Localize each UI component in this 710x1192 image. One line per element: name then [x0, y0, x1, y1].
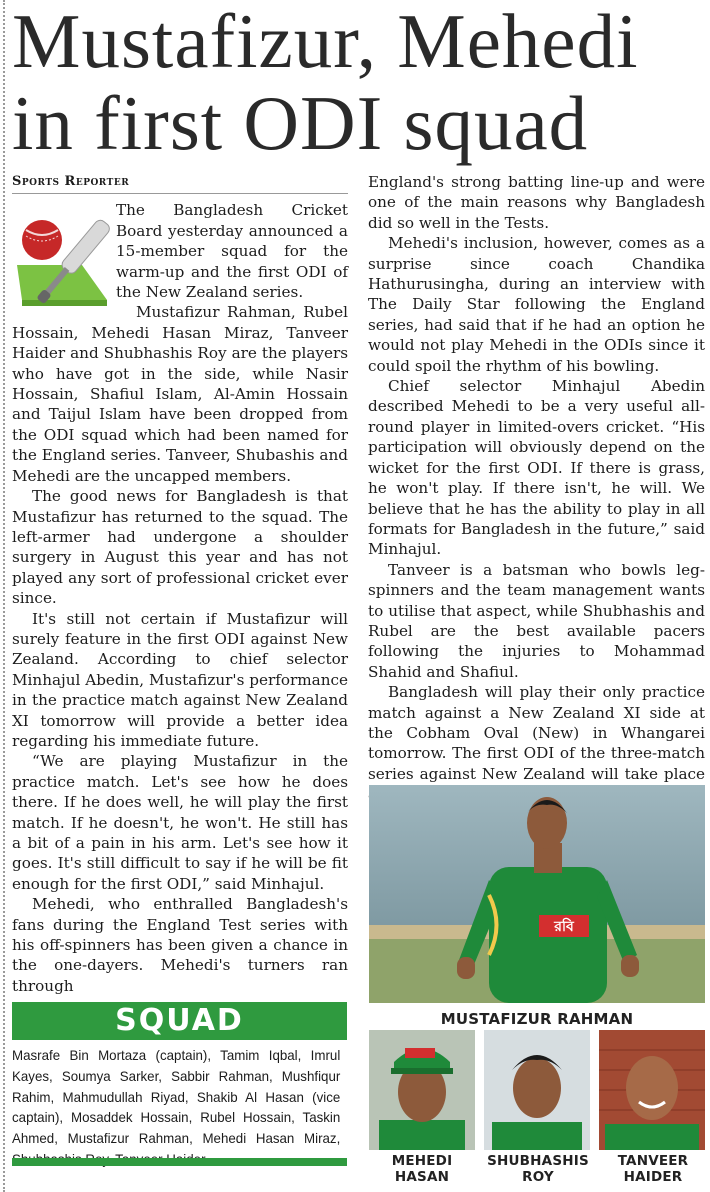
cricket-ball-bat-icon	[12, 200, 112, 320]
article-paragraph: Mehedi, who enthralled Bangladesh's fans during the England Test series with his off-spinners has been given a chance in the one-dayers. Mehedi's turners ran through	[12, 895, 348, 995]
article-paragraph: Tanveer is a batsman who bowls leg-spinners and the team management wants to utilise that aspect, while Shubhashis and Rubel are the best available pacers following the injuries to Mohammad Shahid and Shafiul.	[368, 560, 705, 681]
byline: Sports Reporter	[12, 172, 348, 194]
shubhashis-caption: SHUBHASHIS ROY	[487, 1153, 589, 1185]
left-column	[12, 172, 348, 996]
mehedi-photo	[369, 1030, 475, 1150]
squad-list: Masrafe Bin Mortaza (captain), Tamim Iqbal, Imrul Kayes, Soumya Sarker, Sabbir Rahman, Mushfiqur Rahim, Mahmudullah Riyad, Shakib Al Hasan (vice captain), Mosaddek Hossain, Rubel Hossain, Taskin Ahmed, Mustafizur Rahman, Mehedi Hasan Miraz,	[12, 1048, 341, 1147]
dotted-border	[3, 0, 5, 1192]
squad-heading: SQUAD	[12, 1002, 347, 1040]
article-paragraph: Mehedi's inclusion, however, comes as a surprise since coach Chandika Hathurusingha, during an interview with The Daily Star following the England series, had said that if he had an option he would not play Mehedi in the ODIs since it could spoil the rhythm of his bowling.	[368, 234, 705, 375]
article-paragraph: It's still not certain if Mustafizur will surely feature in the first ODI against New Zealand. According to chief selector Minhajul Abedin, Mustafizur's performance in the practice match against New Zealand XI tomorrow will provide a better idea regarding his immediate future.	[12, 609, 348, 750]
article-paragraph: Mustafizur Rahman, Rubel Hossain, Mehedi Hasan Miraz, Tanveer Haider and Shubhashis Roy are the players who have got in the side, while Nasir Hossain, Shafiul Islam, Al-Amin Hossain and Taijul Islam have been dropped from the ODI squad which had been named for the England series. Tanveer, Shubashis and Mehedi are the uncapped members.	[12, 303, 348, 485]
main-photo-caption: MUSTAFIZUR RAHMAN	[440, 1010, 634, 1028]
mehedi-caption: MEHEDI HASAN	[391, 1153, 453, 1185]
article-paragraph: “We are playing Mustafizur in the practice match. Let's see how he does there. If he does well, he will play the first match. If he doesn't, he won't. He still has a bit of a pain in his arm. Let's see how it goes. It's still difficult to say if he will be fit enough for the first ODI,” said Minhajul.	[12, 752, 348, 893]
article-paragraph: England's strong batting line-up and were one of the main reasons why Bangladesh did so well in the Tests.	[368, 173, 705, 232]
article-paragraph: The good news for Bangladesh is that Mustafizur has returned to the squad. The left-armer had undergone a shoulder surgery in August this year and has not played any sort of professional cricket ever since.	[12, 487, 348, 608]
headline-line-2: in first ODI squad	[12, 80, 589, 166]
page-headline	[12, 0, 702, 164]
article-paragraph: Chief selector Minhajul Abedin described Mehedi to be a very useful all-round player in limited-overs cricket. “His participation will obviously depend on the wicket for the first ODI. If there is grass, he won't play. If there isn't, he will. We believe that he has the ability to play in all formats for Bangladesh in the future,” said Minhajul.	[368, 377, 705, 559]
tanveer-photo	[599, 1030, 705, 1150]
mustafizur-photo	[369, 785, 705, 1003]
article-paragraph: The Bangladesh Cricket Board yesterday announced a 15-member squad for the warm-up and the first ODI of the New Zealand series.	[116, 201, 348, 302]
right-column	[368, 172, 705, 805]
article-paragraph: Bangladesh will play their only practice match against a New Zealand XI side at the Cobham Oval (New) in Whangarei tomorrow. The first ODI of the three-match series against New Zealand will take place	[368, 683, 705, 783]
shubhashis-photo	[484, 1030, 590, 1150]
headline-line-1: Mustafizur, Mehedi	[12, 0, 639, 84]
tanveer-caption: TANVEER HAIDER	[617, 1153, 689, 1185]
squad-bottom-bar	[12, 1158, 347, 1166]
svg-text:রবি: রবি	[554, 919, 574, 935]
